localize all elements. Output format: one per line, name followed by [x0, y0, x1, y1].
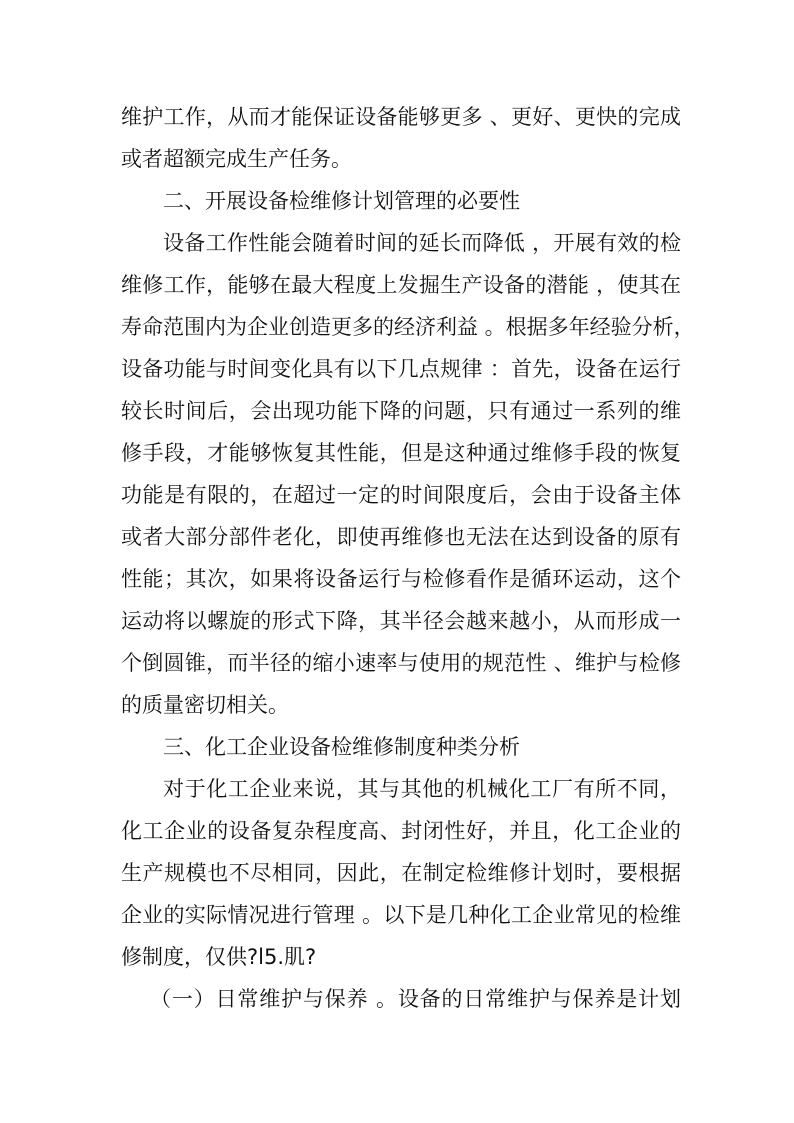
- paragraph-line: 运动将以螺旋的形式下降，其半径会越来越小，从而形成一: [121, 609, 681, 633]
- section-heading-2: 二、开展设备检维修计划管理的必要性: [163, 189, 520, 213]
- paragraph-line: 的质量密切相关。: [121, 693, 289, 717]
- paragraph-line: 或者大部分部件老化，即使再维修也无法在达到设备的原有: [121, 525, 681, 549]
- subsection-line: （一）日常维护与保养 。设备的日常维护与保养是计划: [150, 987, 681, 1011]
- paragraph-line: 修制度，仅供?l5.肌?: [121, 945, 317, 969]
- paragraph-line: 较长时间后，会出现功能下降的问题，只有通过一系列的维: [121, 399, 681, 423]
- paragraph-line: 功能是有限的，在超过一定的时间限度后，会由于设备主体: [121, 483, 681, 507]
- paragraph-line: 企业的实际情况进行管理 。以下是几种化工企业常见的检维: [121, 903, 681, 927]
- paragraph-line: 性能；其次，如果将设备运行与检修看作是循环运动，这个: [121, 567, 681, 591]
- paragraph-line: 或者超额完成生产任务。: [121, 147, 352, 171]
- paragraph-line: 维护工作，从而才能保证设备能够更多 、更好、更快的完成: [121, 105, 681, 129]
- paragraph-line: 对于化工企业来说，其与其他的机械化工厂有所不同，: [163, 777, 681, 801]
- paragraph-line: 设备工作性能会随着时间的延长而降低 ，开展有效的检: [163, 231, 681, 255]
- paragraph-line: 寿命范围内为企业创造更多的经济利益 。根据多年经验分析，: [121, 315, 695, 339]
- paragraph-line: 修手段，才能够恢复其性能，但是这种通过维修手段的恢复: [121, 441, 681, 465]
- paragraph-line: 维修工作，能够在最大程度上发掘生产设备的潜能 ，使其在: [121, 273, 681, 297]
- paragraph-line: 设备功能与时间变化具有以下几点规律 ：首先，设备在运行: [121, 357, 681, 381]
- paragraph-line: 化工企业的设备复杂程度高、封闭性好，并且，化工企业的: [121, 819, 681, 843]
- section-heading-3: 三、化工企业设备检维修制度种类分析: [163, 735, 520, 759]
- paragraph-line: 生产规模也不尽相同，因此，在制定检维修计划时，要根据: [121, 861, 681, 885]
- paragraph-line: 个倒圆锥，而半径的缩小速率与使用的规范性 、维护与检修: [121, 651, 681, 675]
